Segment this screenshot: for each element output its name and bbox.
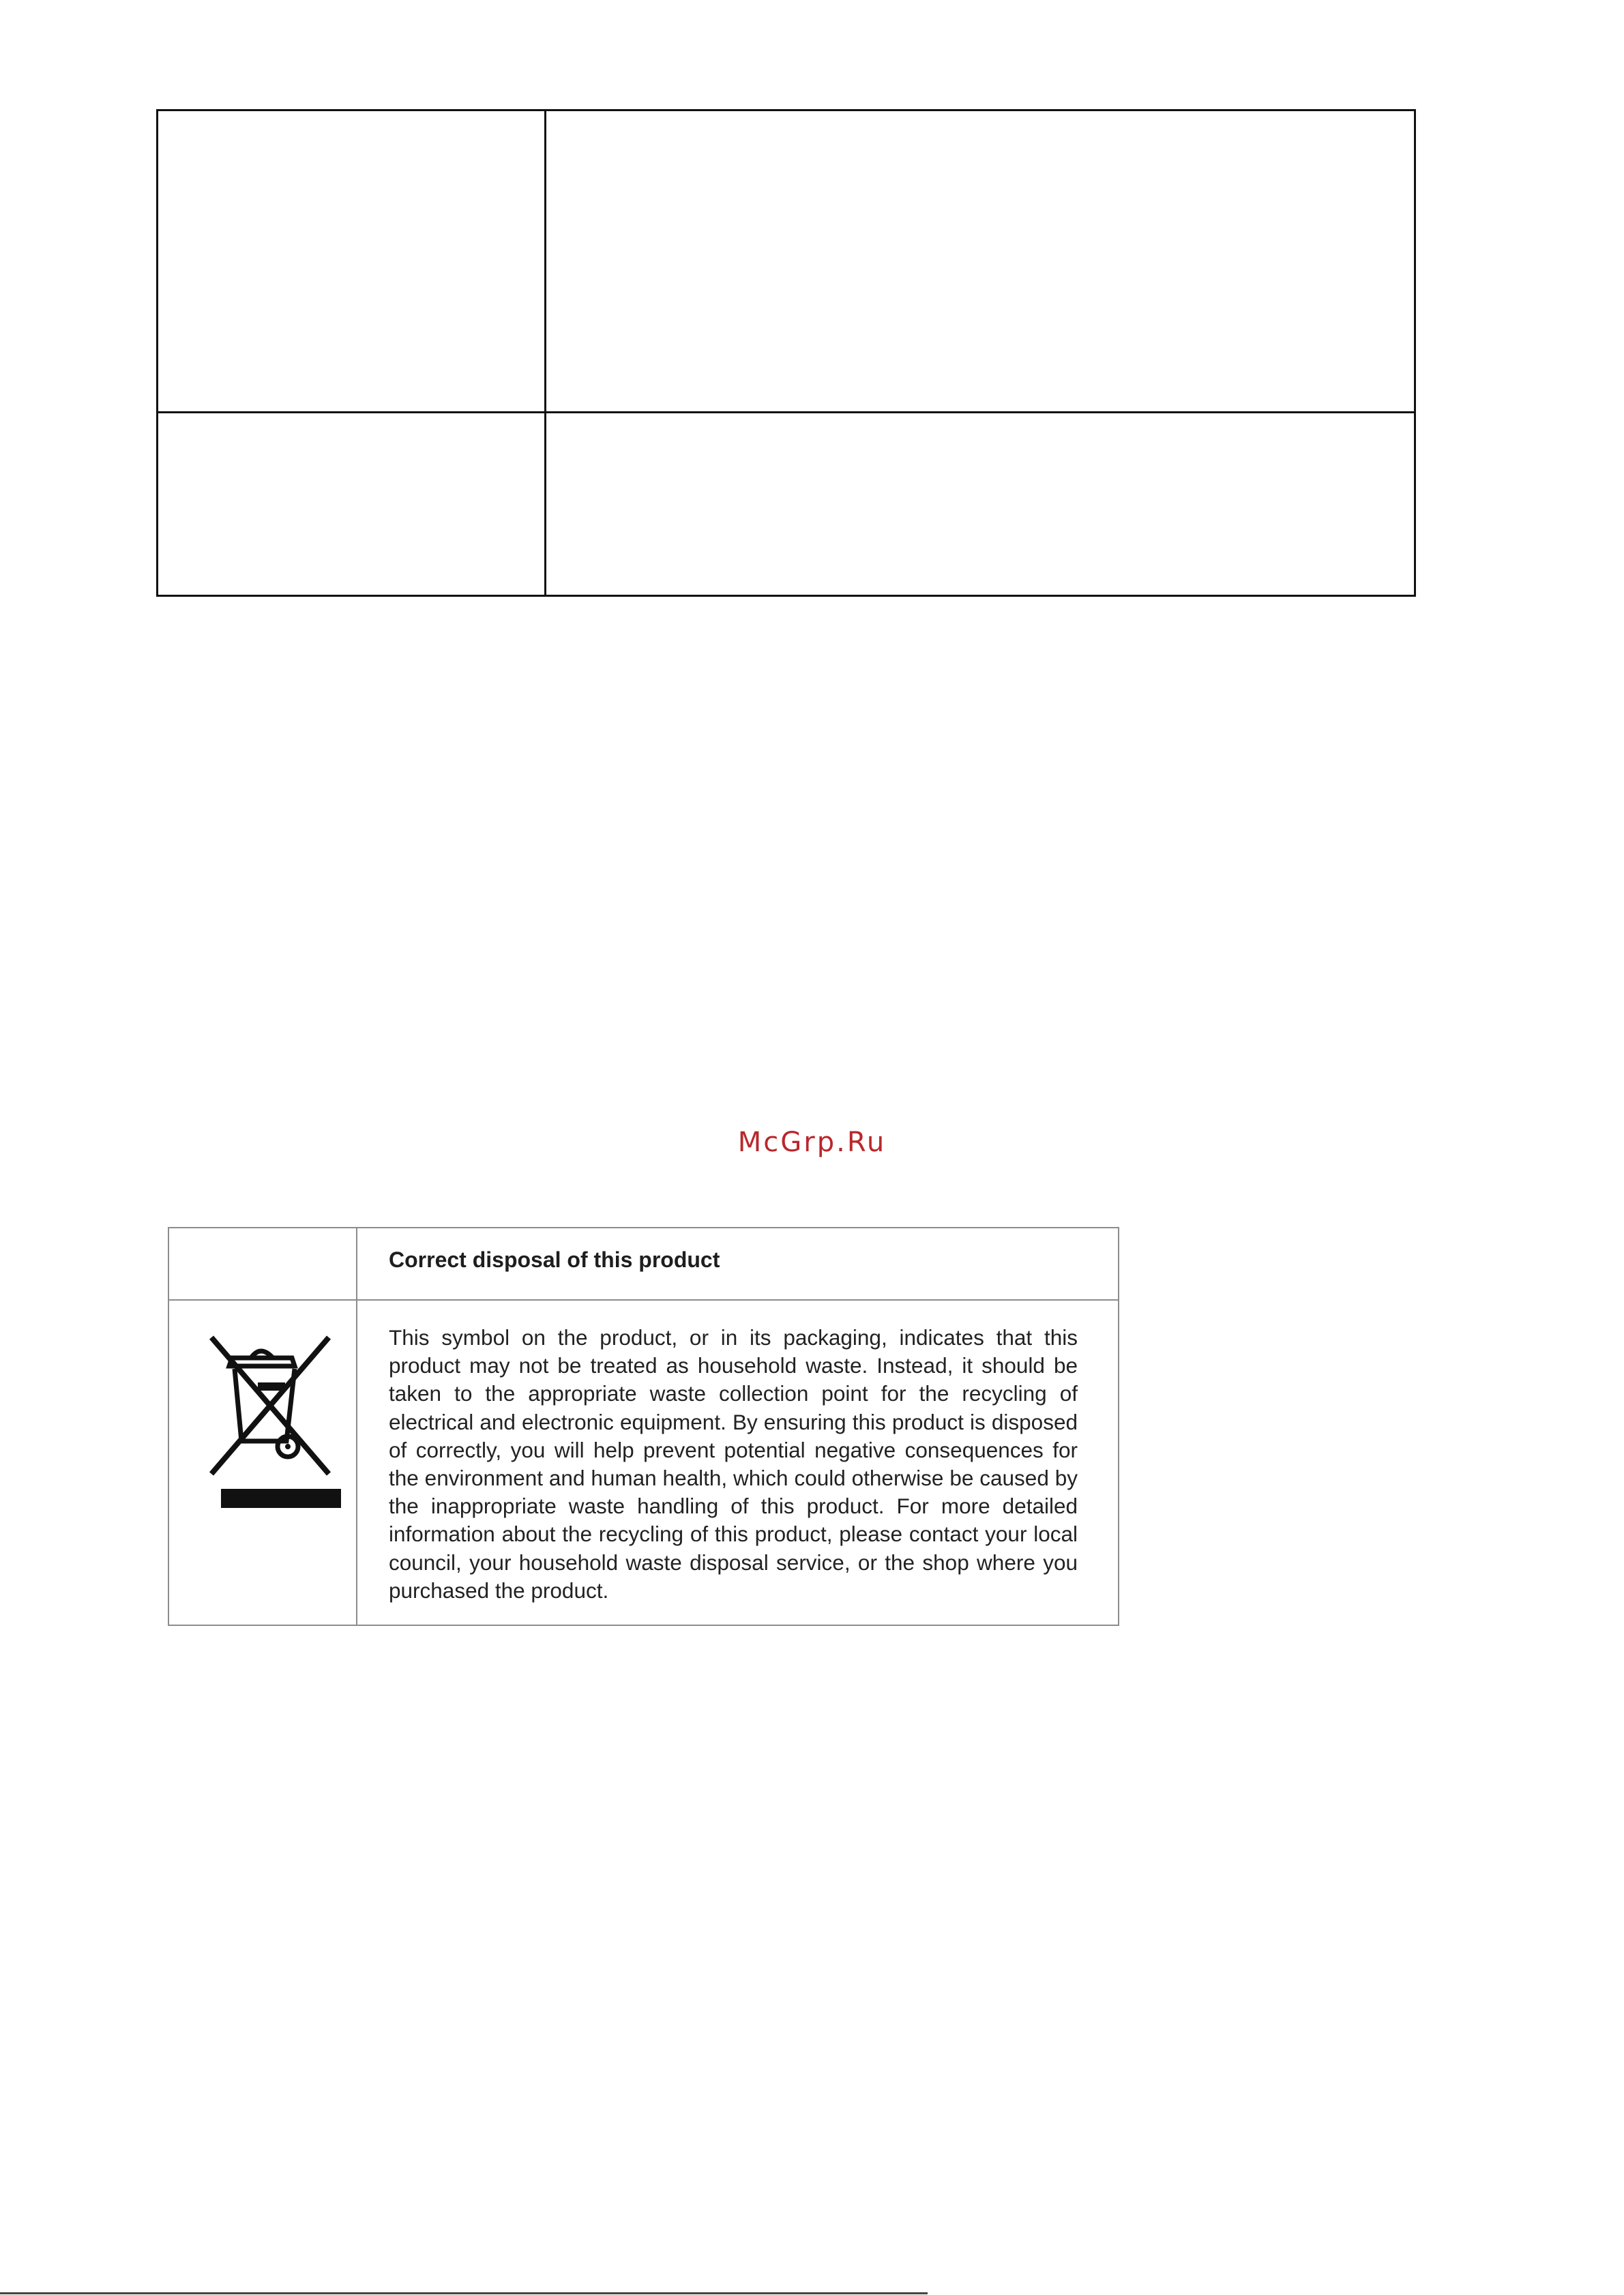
crossed-out-wheelie-bin-icon [192, 1324, 342, 1508]
empty-table [156, 109, 1416, 597]
disposal-row-divider [169, 1299, 1118, 1301]
disposal-column-divider [356, 1228, 357, 1625]
disposal-notice-table [168, 1227, 1119, 1626]
disposal-body-text: This symbol on the product, or in its packaging, indicates that this product may not be treated as household waste. Instead, it should be taken to the appropriate waste collection point for the recycling of electrical and electronic equipment. By ensuring this product is disposed of correctly, you will help prevent potential negative consequences for the environment and human health, which could otherwise be caused by the inappropriate waste handling of this product. For more detailed information about the recycling of this product, please contact your local council, your household waste disposal service, or the shop where you purchased the product. [389, 1325, 1078, 1603]
footer-rule [0, 2292, 928, 2294]
watermark: McGrp.Ru [737, 1127, 887, 1158]
table-column-divider [544, 111, 546, 595]
disposal-heading: Correct disposal of this product [389, 1247, 720, 1272]
table-row-divider [158, 411, 1414, 413]
